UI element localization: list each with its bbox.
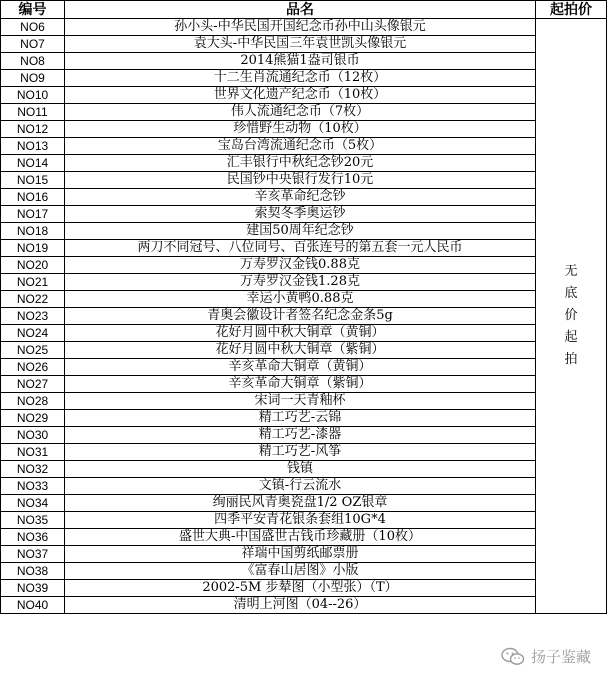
item-name: 绚丽民风青奥瓷盘1/2 OZ银章 bbox=[65, 495, 536, 512]
table-body bbox=[1, 19, 607, 614]
item-number: NO27 bbox=[1, 376, 65, 393]
wechat-icon bbox=[501, 647, 525, 667]
item-number: NO6 bbox=[1, 19, 65, 36]
table-row bbox=[1, 206, 607, 223]
item-name: 花好月圆中秋大铜章（黄铜） bbox=[65, 325, 536, 342]
table-row bbox=[1, 444, 607, 461]
item-name: 精工巧艺-漆器 bbox=[65, 427, 536, 444]
item-number: NO34 bbox=[1, 495, 65, 512]
item-number: NO35 bbox=[1, 512, 65, 529]
item-number: NO17 bbox=[1, 206, 65, 223]
starting-price-note: 无底价起拍 bbox=[564, 264, 578, 367]
item-name: 精工巧艺-风筝 bbox=[65, 444, 536, 461]
table-row bbox=[1, 376, 607, 393]
table-row bbox=[1, 325, 607, 342]
item-number: NO32 bbox=[1, 461, 65, 478]
item-number: NO40 bbox=[1, 597, 65, 614]
item-number: NO9 bbox=[1, 70, 65, 87]
table-row bbox=[1, 240, 607, 257]
table-row bbox=[1, 155, 607, 172]
item-name: 花好月圆中秋大铜章（紫铜） bbox=[65, 342, 536, 359]
item-number: NO19 bbox=[1, 240, 65, 257]
item-number: NO20 bbox=[1, 257, 65, 274]
item-name: 精工巧艺-云锦 bbox=[65, 410, 536, 427]
item-number: NO38 bbox=[1, 563, 65, 580]
table-row bbox=[1, 597, 607, 614]
table-row bbox=[1, 36, 607, 53]
item-number: NO33 bbox=[1, 478, 65, 495]
table-row bbox=[1, 308, 607, 325]
item-name: 盛世大典-中国盛世古钱币珍藏册（10枚） bbox=[65, 529, 536, 546]
table-row bbox=[1, 512, 607, 529]
item-name: 《富春山居图》小版 bbox=[65, 563, 536, 580]
item-name: 建国50周年纪念钞 bbox=[65, 223, 536, 240]
item-number: NO18 bbox=[1, 223, 65, 240]
item-name: 辛亥革命大铜章（紫铜） bbox=[65, 376, 536, 393]
item-number: NO26 bbox=[1, 359, 65, 376]
item-name: 珍惜野生动物（10枚） bbox=[65, 121, 536, 138]
item-number: NO37 bbox=[1, 546, 65, 563]
item-number: NO21 bbox=[1, 274, 65, 291]
item-name: 民国钞中央银行发行10元 bbox=[65, 172, 536, 189]
table-row bbox=[1, 546, 607, 563]
item-number: NO39 bbox=[1, 580, 65, 597]
header-starting-price: 起拍价 bbox=[536, 1, 607, 19]
table-row bbox=[1, 291, 607, 308]
table-row bbox=[1, 529, 607, 546]
table-row bbox=[1, 580, 607, 597]
table-row bbox=[1, 257, 607, 274]
item-name: 2002-5M 步辇图（小型张）（T） bbox=[65, 580, 536, 597]
item-name: 钱镇 bbox=[65, 461, 536, 478]
item-name: 宋词一天青釉杯 bbox=[65, 393, 536, 410]
table-row bbox=[1, 478, 607, 495]
item-name: 万寿罗汉金钱1.28克 bbox=[65, 274, 536, 291]
item-number: NO30 bbox=[1, 427, 65, 444]
item-name: 两刀不同冠号、八位同号、百张连号的第五套一元人民币 bbox=[65, 240, 536, 257]
table-row bbox=[1, 87, 607, 104]
table-row bbox=[1, 342, 607, 359]
item-number: NO13 bbox=[1, 138, 65, 155]
item-number: NO12 bbox=[1, 121, 65, 138]
item-name: 四季平安青花银条套组10G*4 bbox=[65, 512, 536, 529]
table-row bbox=[1, 427, 607, 444]
item-name: 万寿罗汉金钱0.88克 bbox=[65, 257, 536, 274]
item-number: NO16 bbox=[1, 189, 65, 206]
table-row bbox=[1, 53, 607, 70]
table-row bbox=[1, 461, 607, 478]
item-number: NO28 bbox=[1, 393, 65, 410]
table-row bbox=[1, 121, 607, 138]
item-number: NO7 bbox=[1, 36, 65, 53]
item-name: 袁大头-中华民国三年袁世凯头像银元 bbox=[65, 36, 536, 53]
header-item-name: 品名 bbox=[65, 1, 536, 19]
item-name: 祥瑞中国剪纸邮票册 bbox=[65, 546, 536, 563]
item-number: NO31 bbox=[1, 444, 65, 461]
item-name: 幸运小黄鸭0.88克 bbox=[65, 291, 536, 308]
header-number: 编号 bbox=[1, 1, 65, 19]
item-name: 辛亥革命大铜章（黄铜） bbox=[65, 359, 536, 376]
item-number: NO22 bbox=[1, 291, 65, 308]
table-row bbox=[1, 172, 607, 189]
table-row bbox=[1, 563, 607, 580]
item-name: 2014熊猫1盎司银币 bbox=[65, 53, 536, 70]
header-row bbox=[1, 1, 607, 19]
table-row bbox=[1, 410, 607, 427]
item-number: NO24 bbox=[1, 325, 65, 342]
table-row bbox=[1, 189, 607, 206]
table-row bbox=[1, 70, 607, 87]
item-name: 辛亥革命纪念钞 bbox=[65, 189, 536, 206]
item-name: 宝岛台湾流通纪念币（5枚） bbox=[65, 138, 536, 155]
item-number: NO8 bbox=[1, 53, 65, 70]
item-number: NO29 bbox=[1, 410, 65, 427]
item-name: 世界文化遗产纪念币（10枚） bbox=[65, 87, 536, 104]
starting-price-cell bbox=[536, 19, 607, 614]
item-number: NO25 bbox=[1, 342, 65, 359]
item-name: 孙小头-中华民国开国纪念币孙中山头像银元 bbox=[65, 19, 536, 36]
item-name: 汇丰银行中秋纪念钞20元 bbox=[65, 155, 536, 172]
table-row bbox=[1, 223, 607, 240]
item-number: NO23 bbox=[1, 308, 65, 325]
item-number: NO15 bbox=[1, 172, 65, 189]
watermark-text: 扬子鉴藏 bbox=[530, 648, 591, 666]
table-row bbox=[1, 393, 607, 410]
table-row bbox=[1, 359, 607, 376]
table-row bbox=[1, 495, 607, 512]
item-number: NO36 bbox=[1, 529, 65, 546]
item-name: 伟人流通纪念币（7枚） bbox=[65, 104, 536, 121]
item-number: NO14 bbox=[1, 155, 65, 172]
item-name: 清明上河图（04--26） bbox=[65, 597, 536, 614]
watermark bbox=[501, 646, 591, 667]
table-row bbox=[1, 19, 607, 36]
item-name: 索契冬季奥运钞 bbox=[65, 206, 536, 223]
item-number: NO10 bbox=[1, 87, 65, 104]
table-row bbox=[1, 138, 607, 155]
item-name: 十二生肖流通纪念币（12枚） bbox=[65, 70, 536, 87]
item-number: NO11 bbox=[1, 104, 65, 121]
item-name: 青奥会徽设计者签名纪念金条5g bbox=[65, 308, 536, 325]
table-row bbox=[1, 104, 607, 121]
table-row bbox=[1, 274, 607, 291]
item-name: 文镇-行云流水 bbox=[65, 478, 536, 495]
